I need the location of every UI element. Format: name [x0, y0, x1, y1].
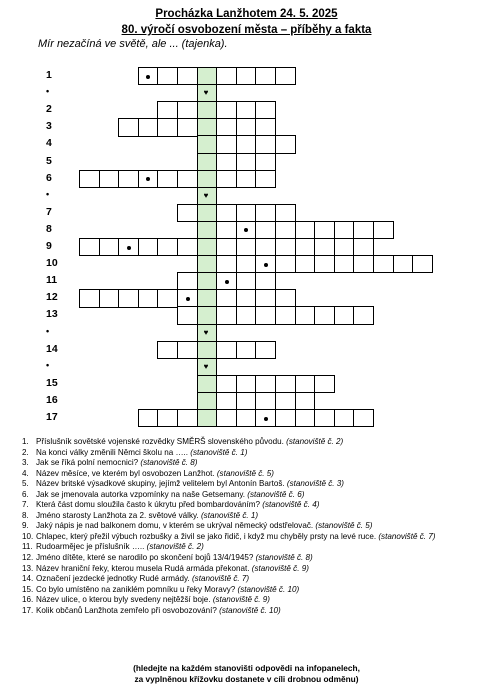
clue-number: 9.: [22, 521, 29, 531]
answer-cell[interactable]: [216, 392, 237, 410]
clue-item: [22, 574, 435, 585]
clue-station: (stanoviště č. 1): [200, 510, 259, 520]
clue-text: Co bylo umístěno na zaniklém pomníku u řeky Moravy?: [36, 584, 238, 594]
clue-item: [22, 448, 435, 459]
heart-icon: ♥: [203, 88, 209, 98]
footer-note: [0, 663, 493, 685]
answer-cell[interactable]: [353, 255, 374, 273]
answer-cell[interactable]: [236, 238, 257, 256]
clue-number: 4.: [22, 468, 29, 478]
clue-number: 1.: [22, 437, 29, 446]
secret-cell[interactable]: [197, 409, 218, 427]
answer-cell[interactable]: [275, 255, 296, 273]
row-label: •: [46, 359, 50, 370]
clue-item: [22, 532, 435, 543]
clue-station: (stanoviště č. 9): [251, 563, 309, 573]
clue-item: [22, 458, 435, 469]
answer-cell[interactable]: [275, 204, 296, 222]
secret-cell[interactable]: [197, 392, 218, 410]
answer-cell[interactable]: [157, 289, 178, 307]
answer-cell[interactable]: [334, 221, 355, 239]
answer-cell[interactable]: [255, 204, 276, 222]
dot-marker-icon: [127, 246, 131, 250]
answer-cell[interactable]: [295, 255, 316, 273]
clue-number: 13.: [22, 563, 34, 573]
answer-cell[interactable]: [236, 375, 257, 393]
answer-cell[interactable]: [177, 67, 198, 85]
answer-cell[interactable]: [177, 101, 198, 119]
answer-cell[interactable]: [236, 101, 257, 119]
answer-cell[interactable]: [255, 221, 276, 239]
answer-cell[interactable]: [138, 67, 159, 85]
answer-cell[interactable]: [314, 238, 335, 256]
clue-number: 15.: [22, 584, 34, 594]
page-subtitle: 80. výročí osvobození města – příběhy a fakta: [121, 24, 372, 36]
answer-cell[interactable]: [314, 409, 335, 427]
dot-marker-icon: [225, 280, 229, 284]
heart-icon: ♥: [203, 361, 209, 371]
answer-cell[interactable]: [255, 67, 276, 85]
answer-cell[interactable]: [255, 409, 276, 427]
answer-cell[interactable]: [255, 118, 276, 136]
answer-cell[interactable]: [334, 255, 355, 273]
answer-cell[interactable]: [255, 392, 276, 410]
answer-cell[interactable]: [314, 221, 335, 239]
answer-cell[interactable]: [177, 341, 198, 359]
answer-cell[interactable]: [295, 238, 316, 256]
answer-cell[interactable]: [236, 221, 257, 239]
clue-station: (stanoviště č. 1): [190, 447, 248, 457]
clue-station: (stanoviště č. 5): [315, 521, 373, 531]
clue-item: [22, 606, 435, 617]
secret-cell[interactable]: [197, 153, 218, 171]
clue-text: Jméno dítěte, které se narodilo po skončení bojů 13/4/1945?: [36, 553, 256, 563]
answer-cell[interactable]: [177, 306, 198, 324]
footer-line-1: (hledejte na každém stanovišti odpovědi na infopanelech,: [133, 663, 360, 673]
row-label: 3: [46, 120, 52, 133]
row-label: •: [46, 86, 50, 97]
clue-number: 11.: [22, 542, 33, 552]
answer-cell[interactable]: [138, 118, 159, 136]
row-label: 4: [46, 137, 52, 150]
answer-cell[interactable]: [275, 289, 296, 307]
answer-cell[interactable]: [255, 135, 276, 153]
dot-marker-icon: [146, 75, 150, 79]
answer-cell[interactable]: [275, 392, 296, 410]
answer-cell[interactable]: [236, 289, 257, 307]
answer-cell[interactable]: [99, 289, 120, 307]
row-label: 16: [46, 393, 58, 406]
answer-cell[interactable]: [236, 392, 257, 410]
clue-station: (stanoviště č. 10): [219, 605, 281, 615]
answer-cell[interactable]: [79, 238, 100, 256]
secret-cell[interactable]: [197, 272, 218, 290]
answer-cell[interactable]: [295, 221, 316, 239]
answer-cell[interactable]: [236, 255, 257, 273]
clue-text: Název ulice, o kterou byly svedeny nejtěžší boje.: [36, 595, 213, 605]
row-label: 1: [46, 69, 52, 81]
row-label: 17: [46, 411, 58, 423]
answer-cell[interactable]: [255, 238, 276, 256]
secret-cell[interactable]: [197, 187, 218, 205]
answer-cell[interactable]: [255, 272, 276, 290]
answer-cell[interactable]: [275, 67, 296, 85]
answer-cell[interactable]: [314, 306, 335, 324]
answer-cell[interactable]: [177, 289, 198, 307]
answer-cell[interactable]: [157, 238, 178, 256]
answer-cell[interactable]: [157, 170, 178, 188]
page-title: Procházka Lanžhotem 24. 5. 2025: [155, 8, 338, 20]
answer-cell[interactable]: [216, 409, 237, 427]
clue-list: [22, 437, 435, 616]
answer-cell[interactable]: [373, 221, 394, 239]
answer-cell[interactable]: [275, 135, 296, 153]
answer-cell[interactable]: [216, 67, 237, 85]
clue-text: Rudoarmějec je příslušník …..: [36, 542, 147, 552]
secret-cell[interactable]: [197, 135, 218, 153]
answer-cell[interactable]: [177, 204, 198, 222]
answer-cell[interactable]: [236, 272, 257, 290]
answer-cell[interactable]: [216, 306, 237, 324]
secret-cell[interactable]: [197, 204, 218, 222]
clue-text: Která část domu sloužila často k úkrytu před bombardováním?: [36, 500, 263, 510]
answer-cell[interactable]: [177, 409, 198, 427]
clue-text: Jak se říká polní nemocnici?: [36, 458, 141, 468]
answer-cell[interactable]: [118, 289, 139, 307]
row-label: 6: [46, 171, 52, 184]
clue-station: (stanoviště č. 2): [286, 437, 344, 446]
dot-marker-icon: [264, 263, 268, 267]
dot-marker-icon: [244, 228, 248, 232]
answer-cell[interactable]: [275, 306, 296, 324]
answer-cell[interactable]: [236, 204, 257, 222]
answer-cell[interactable]: [295, 306, 316, 324]
row-label: 14: [46, 342, 58, 355]
answer-cell[interactable]: [295, 375, 316, 393]
secret-cell[interactable]: [197, 289, 218, 307]
answer-cell[interactable]: [275, 238, 296, 256]
clue-number: 6.: [22, 489, 29, 499]
clue-station: (stanoviště č. 8): [255, 553, 313, 563]
clue-number: 8.: [22, 510, 29, 520]
answer-cell[interactable]: [314, 375, 335, 393]
answer-cell[interactable]: [157, 409, 178, 427]
clue-station: (stanoviště č. 10): [237, 584, 300, 594]
clue-item: [22, 437, 435, 448]
answer-cell[interactable]: [295, 409, 316, 427]
answer-cell[interactable]: [216, 221, 237, 239]
answer-cell[interactable]: [157, 67, 178, 85]
clue-text: Chlapec, který přežil výbuch rozbušky a živil se jako řidič, i když mu chyběly prsty na levé ruce.: [36, 531, 379, 541]
clue-item: [22, 500, 435, 511]
secret-cell[interactable]: [197, 324, 218, 342]
answer-cell[interactable]: [216, 255, 237, 273]
heart-icon: ♥: [203, 190, 209, 200]
answer-cell[interactable]: [236, 341, 257, 359]
clue-station: (stanoviště č. 6): [247, 489, 305, 499]
row-label: 7: [46, 205, 52, 218]
clue-station: (stanoviště č. 3): [286, 479, 345, 489]
answer-cell[interactable]: [236, 67, 257, 85]
row-label: 10: [46, 257, 58, 270]
clue-station: (stanoviště č. 2): [146, 542, 204, 552]
clue-text: Na konci války změnili Němci školu na …..: [36, 447, 191, 457]
clue-number: 14.: [22, 574, 34, 584]
dot-marker-icon: [186, 297, 190, 301]
answer-cell[interactable]: [216, 170, 237, 188]
clue-item: [22, 521, 435, 532]
answer-cell[interactable]: [138, 170, 159, 188]
answer-cell[interactable]: [255, 170, 276, 188]
row-label: 8: [46, 222, 52, 235]
answer-cell[interactable]: [275, 409, 296, 427]
answer-cell[interactable]: [334, 409, 355, 427]
secret-cell[interactable]: [197, 221, 218, 239]
answer-cell[interactable]: [216, 375, 237, 393]
answer-cell[interactable]: [216, 153, 237, 171]
secret-cell[interactable]: [197, 306, 218, 324]
clue-number: 17.: [22, 605, 34, 615]
answer-cell[interactable]: [353, 221, 374, 239]
answer-cell[interactable]: [353, 238, 374, 256]
answer-cell[interactable]: [216, 101, 237, 119]
answer-cell[interactable]: [216, 204, 237, 222]
clue-text: Název britské výsadkové skupiny, jejímž velitelem byl Antonín Bartoš.: [36, 479, 287, 489]
clue-text: Jméno starosty Lanžhota za 2. světové války.: [36, 510, 201, 520]
answer-cell[interactable]: [177, 272, 198, 290]
clue-number: 2.: [22, 447, 29, 457]
secret-cell[interactable]: [197, 238, 218, 256]
secret-cell[interactable]: [197, 358, 218, 376]
clue-station: (stanoviště č. 9): [212, 595, 270, 605]
row-label: •: [46, 188, 50, 199]
answer-cell[interactable]: [255, 341, 276, 359]
row-label: 12: [46, 291, 58, 304]
answer-cell[interactable]: [216, 135, 237, 153]
answer-cell[interactable]: [118, 238, 139, 256]
answer-cell[interactable]: [334, 238, 355, 256]
answer-cell[interactable]: [236, 306, 257, 324]
answer-cell[interactable]: [118, 118, 139, 136]
secret-cell[interactable]: [197, 84, 218, 102]
clue-station: (stanoviště č. 7): [378, 531, 436, 541]
row-label: 5: [46, 154, 52, 167]
clue-number: 5.: [22, 479, 29, 489]
answer-cell[interactable]: [412, 255, 433, 273]
row-label: •: [46, 325, 50, 336]
clue-text: Název měsíce, ve kterém byl osvobozen Lanžhot.: [36, 468, 217, 478]
answer-cell[interactable]: [118, 170, 139, 188]
row-label: 13: [46, 308, 58, 321]
answer-cell[interactable]: [138, 238, 159, 256]
row-label: 15: [46, 376, 58, 389]
clue-item: [22, 469, 435, 480]
answer-cell[interactable]: [393, 255, 414, 273]
answer-cell[interactable]: [255, 289, 276, 307]
clue-text: Kolik občanů Lanžhota zemřelo při osvobozování?: [36, 605, 220, 615]
answer-cell[interactable]: [99, 238, 120, 256]
answer-cell[interactable]: [314, 255, 335, 273]
answer-cell[interactable]: [295, 392, 316, 410]
clue-number: 10.: [22, 531, 34, 541]
answer-cell[interactable]: [255, 306, 276, 324]
answer-cell[interactable]: [216, 341, 237, 359]
row-label: 11: [46, 274, 58, 287]
clue-item: [22, 479, 435, 490]
clue-item: [22, 595, 435, 606]
clue-text: Jaký nápis je nad balkonem domu, v kterém se ukrýval německý odstřelovač.: [36, 521, 316, 531]
answer-cell[interactable]: [177, 238, 198, 256]
answer-cell[interactable]: [353, 306, 374, 324]
answer-cell[interactable]: [236, 153, 257, 171]
answer-cell[interactable]: [236, 409, 257, 427]
clue-item: [22, 585, 435, 596]
answer-cell[interactable]: [177, 170, 198, 188]
clue-number: 7.: [22, 500, 29, 510]
answer-cell[interactable]: [275, 221, 296, 239]
clue-text: Označení jezdecké jednotky Rudé armády.: [36, 574, 192, 584]
clue-number: 3.: [22, 458, 29, 468]
clue-item: [22, 542, 435, 553]
answer-cell[interactable]: [255, 153, 276, 171]
clue-item: [22, 564, 435, 575]
answer-cell[interactable]: [79, 289, 100, 307]
secret-cell[interactable]: [197, 341, 218, 359]
answer-cell[interactable]: [216, 289, 237, 307]
secret-cell[interactable]: [197, 67, 218, 85]
clue-item: [22, 511, 435, 522]
answer-cell[interactable]: [255, 375, 276, 393]
puzzle-instruction: Mír nezačíná ve světě, ale ... (tajenka).: [38, 38, 228, 50]
answer-cell[interactable]: [216, 272, 237, 290]
dot-marker-icon: [146, 177, 150, 181]
row-label: 9: [46, 240, 52, 252]
clue-station: (stanoviště č. 8): [140, 458, 198, 468]
secret-cell[interactable]: [197, 375, 218, 393]
answer-cell[interactable]: [79, 170, 100, 188]
clue-station: (stanoviště č. 5): [216, 468, 274, 478]
answer-cell[interactable]: [236, 170, 257, 188]
answer-cell[interactable]: [216, 238, 237, 256]
answer-cell[interactable]: [373, 255, 394, 273]
secret-cell[interactable]: [197, 170, 218, 188]
answer-cell[interactable]: [157, 101, 178, 119]
answer-cell[interactable]: [255, 101, 276, 119]
answer-cell[interactable]: [236, 118, 257, 136]
clue-station: (stanoviště č. 7): [191, 574, 250, 584]
answer-cell[interactable]: [353, 409, 374, 427]
dot-marker-icon: [264, 417, 268, 421]
answer-cell[interactable]: [255, 255, 276, 273]
clue-text: Název hraniční řeky, kterou musela Rudá armáda překonat.: [36, 563, 252, 573]
answer-cell[interactable]: [99, 170, 120, 188]
clue-station: (stanoviště č. 4): [262, 500, 320, 510]
answer-cell[interactable]: [334, 306, 355, 324]
clue-number: 16.: [22, 595, 34, 605]
answer-cell[interactable]: [236, 135, 257, 153]
answer-cell[interactable]: [157, 118, 178, 136]
clue-text: Příslušník sovětské vojenské rozvědky SMĚRŠ slovenského původu.: [36, 437, 287, 446]
answer-cell[interactable]: [275, 375, 296, 393]
clue-number: 12.: [22, 553, 34, 563]
heart-icon: ♥: [203, 327, 209, 337]
answer-cell[interactable]: [157, 341, 178, 359]
secret-cell[interactable]: [197, 255, 218, 273]
answer-cell[interactable]: [138, 409, 159, 427]
clue-item: [22, 490, 435, 501]
footer-line-2: za vyplněnou křížovku dostanete v cíli drobnou odměnu): [134, 674, 359, 684]
clue-text: Jak se jmenovala autorka vzpomínky na naše Getsemany.: [36, 489, 248, 499]
row-label: 2: [46, 103, 52, 116]
secret-cell[interactable]: [197, 118, 218, 136]
clue-item: [22, 553, 435, 564]
answer-cell[interactable]: [138, 289, 159, 307]
answer-cell[interactable]: [177, 118, 198, 136]
answer-cell[interactable]: [216, 118, 237, 136]
secret-cell[interactable]: [197, 101, 218, 119]
